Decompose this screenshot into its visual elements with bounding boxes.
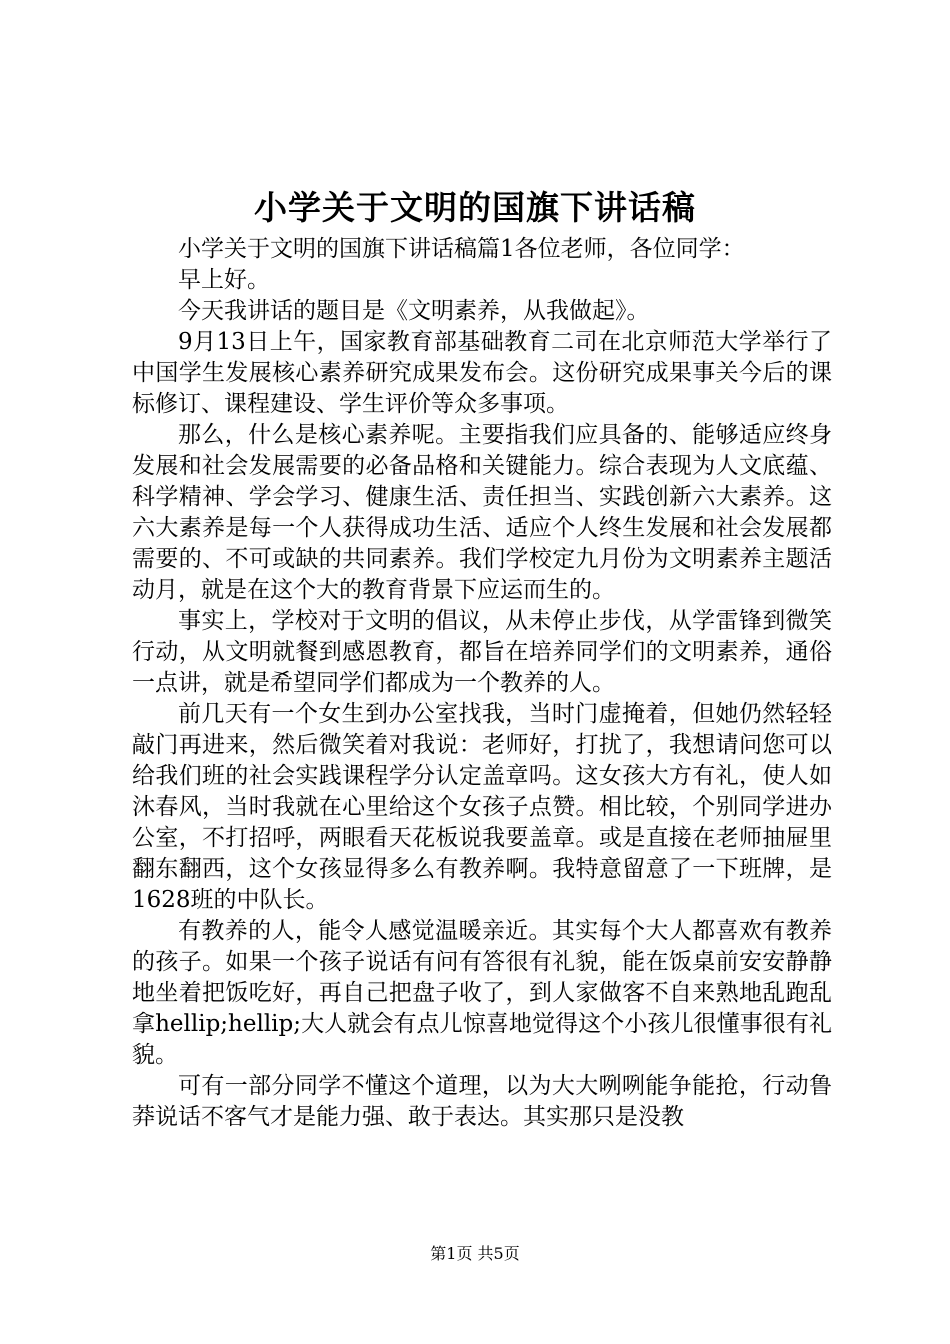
- paragraph-body: 前几天有一个女生到办公室找我，当时门虚掩着，但她仍然轻轻敲门再进来，然后微笑着对我说：老师好，打扰了，我想请问您可以给我们班的社会实践课程学分认定盖章吗。这女孩大方有礼，使人如沐春风，当时我就在心里给这个女孩子点赞。相比较，个别同学进办公室，不打招呼，两眼看天花板说我要盖章。或是直接在老师抽屉里翻东翻西，这个女孩显得多么有教养啊。我特意留意了一下班牌，是1628班的中队长。: [132, 701, 832, 913]
- paragraph-body: 可有一部分同学不懂这个道理，以为大大咧咧能争能抢，行动鲁莽说话不客气才是能力强、敢于表达。其实那只是没教: [132, 1073, 832, 1130]
- paragraph-morning: 早上好。: [178, 267, 270, 293]
- paragraph-body: 事实上，学校对于文明的倡议，从未停止步伐，从学雷锋到微笑行动，从文明就餐到感恩教育，都旨在培养同学们的文明素养，通俗一点讲，就是希望同学们都成为一个教养的人。: [132, 608, 832, 696]
- page-footer: 第1页 共5页: [430, 1244, 520, 1263]
- document-body: [132, 234, 832, 1133]
- paragraph-body: 9月13日上午，国家教育部基础教育二司在北京师范大学举行了中国学生发展核心素养研究成果发布会。这份研究成果事关今后的课标修订、课程建设、学生评价等众多事项。: [132, 329, 832, 417]
- paragraph-body: 有教养的人，能令人感觉温暖亲近。其实每个大人都喜欢有教养的孩子。如果一个孩子说话有问有答很有礼貌，能在饭桌前安安静静地坐着把饭吃好，再自己把盘子收了，到人家做客不自来熟地乱跑乱拿hellip;hellip;大人就会有点儿惊喜地觉得这个小孩儿很懂事很有礼貌。: [132, 918, 832, 1068]
- paragraph-body: 那么，什么是核心素养呢。主要指我们应具备的、能够适应终身发展和社会发展需要的必备品格和关键能力。综合表现为人文底蕴、科学精神、学会学习、健康生活、责任担当、实践创新六大素养。这六大素养是每一个人获得成功生活、适应个人终生发展和社会发展都需要的、不可或缺的共同素养。我们学校定九月份为文明素养主题活动月，就是在这个大的教育背景下应运而生的。: [132, 422, 832, 603]
- document-title: 小学关于文明的国旗下讲话稿: [254, 188, 696, 227]
- paragraph-greeting: 小学关于文明的国旗下讲话稿篇1各位老师，各位同学：: [178, 236, 745, 262]
- paragraph-topic: 今天我讲话的题目是《文明素养，从我做起》。: [178, 298, 650, 324]
